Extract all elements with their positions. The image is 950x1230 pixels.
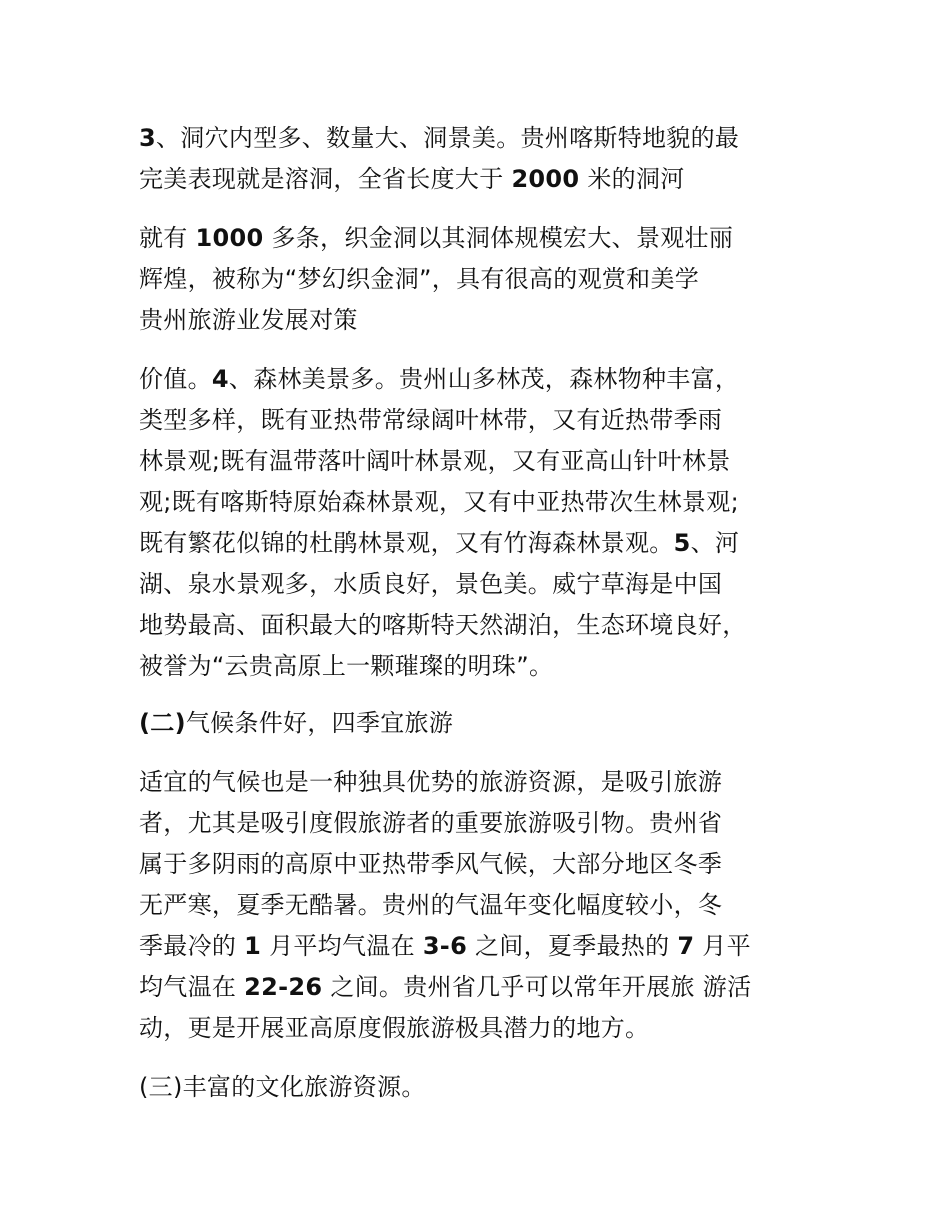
number-text: 4 <box>211 365 229 393</box>
section-heading: (三)丰富的文化旅游资源。 <box>139 1073 426 1101</box>
heading-text: 气候条件好，四季宜旅游 <box>185 709 454 737</box>
text-span: 、森林美景多。贵州山多林茂，森林物种丰富， <box>228 365 740 393</box>
text-line <box>139 121 739 155</box>
text-span: 季最冷的 <box>139 932 245 960</box>
number-text: 7 <box>677 932 695 960</box>
number-text: 1000 <box>195 224 264 252</box>
page-header-text: 贵州旅游业发展对策 <box>139 306 358 334</box>
text-line: 属于多阴雨的高原中亚热带季风气候，大部分地区冬季 <box>139 850 723 878</box>
number-text: 1 <box>244 932 262 960</box>
text-span: 多条，织金洞以其洞体规模宏大、景观壮丽 <box>263 224 734 252</box>
text-span: 价值。 <box>139 365 212 393</box>
number-text: 3 <box>139 124 156 152</box>
text-line: 无严寒，夏季无酷暑。贵州的气温年变化幅度较小，冬 <box>139 891 723 919</box>
text-span: 之间。贵州省几乎可以常年开展旅 游活 <box>322 973 752 1001</box>
text-line: 辉煌，被称为“梦幻织金洞”，具有很高的观赏和美学 <box>139 265 700 293</box>
text-line: 动，更是开展亚高原度假旅游极具潜力的地方。 <box>139 1014 650 1042</box>
text-span: 之间，夏季最热的 <box>467 932 678 960</box>
text-line <box>139 162 685 196</box>
section-heading <box>139 706 453 740</box>
text-span: 均气温在 <box>139 973 245 1001</box>
number-text: 5 <box>673 529 691 557</box>
number-text: 2000 <box>511 165 580 193</box>
text-line: 被誉为“云贵高原上一颗璀璨的明珠”。 <box>139 652 554 680</box>
text-line: 者，尤其是吸引度假旅游者的重要旅游吸引物。贵州省 <box>139 809 723 837</box>
text-line <box>139 929 751 963</box>
text-span: 完美表现就是溶洞，全省长度大于 <box>139 165 512 193</box>
text-line: 林景观;既有温带落叶阔叶林景观，又有亚高山针叶林景 <box>139 447 731 475</box>
text-line: 湖、泉水景观多，水质良好，景色美。威宁草海是中国 <box>139 570 723 598</box>
text-line: 地势最高、面积最大的喀斯特天然湖泊，生态环境良好， <box>139 611 747 639</box>
heading-number: (二) <box>139 709 186 737</box>
text-span: 就有 <box>139 224 196 252</box>
text-span: 米的洞河 <box>579 165 685 193</box>
text-span: 月平 <box>694 932 751 960</box>
text-line: 类型多样，既有亚热带常绿阔叶林带，又有近热带季雨 <box>139 406 723 434</box>
text-span: 既有繁花似锦的杜鹃林景观，又有竹海森林景观。 <box>139 529 674 557</box>
number-text: 22-26 <box>244 973 323 1001</box>
text-line <box>139 221 733 255</box>
text-line <box>139 970 751 1004</box>
text-line <box>139 362 739 396</box>
text-line: 适宜的气候也是一种独具优势的旅游资源，是吸引旅游 <box>139 768 723 796</box>
text-span: 月平均气温在 <box>261 932 423 960</box>
text-line: 观;既有喀斯特原始森林景观，又有中亚热带次生林景观; <box>139 488 739 516</box>
text-span: 、河 <box>690 529 740 557</box>
text-span: 、洞穴内型多、数量大、洞景美。贵州喀斯特地貌的最 <box>156 124 740 152</box>
text-line <box>139 526 739 560</box>
number-text: 3-6 <box>422 932 468 960</box>
